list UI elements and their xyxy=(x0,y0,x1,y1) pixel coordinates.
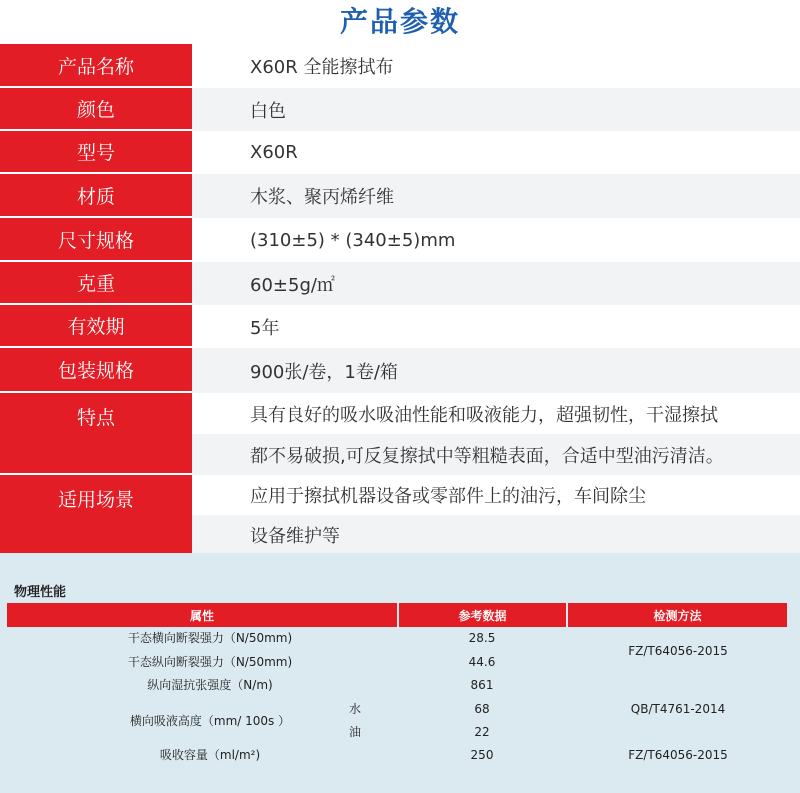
spec-value: 白色 xyxy=(192,88,800,131)
value-cell: 250 xyxy=(470,747,494,762)
spec-value-line: 应用于擦拭机器设备或零部件上的油污，车间除尘 xyxy=(192,475,800,515)
section-title: 物理性能 xyxy=(14,585,67,600)
spec-value: X60R 全能擦拭布 xyxy=(192,44,800,88)
spec-value-block xyxy=(192,393,800,475)
spec-row xyxy=(0,393,800,475)
header-property: 属性 xyxy=(7,603,397,627)
spec-label: 有效期 xyxy=(0,305,192,348)
value-cell: 44.6 xyxy=(468,654,496,669)
method-cell: FZ/T64056-2015 xyxy=(628,747,728,762)
spec-label: 特点 xyxy=(0,393,192,475)
spec-row xyxy=(0,44,800,88)
spec-value-block xyxy=(192,475,800,555)
spec-row xyxy=(0,262,800,305)
header-method: 检测方法 xyxy=(568,603,787,627)
physical-properties-section xyxy=(0,553,800,793)
spec-label: 材质 xyxy=(0,174,192,218)
property-cell: 纵向湿抗张强度（N/m) xyxy=(147,678,273,692)
spec-value: 5年 xyxy=(192,305,800,348)
value-cell: 22 xyxy=(474,724,490,739)
property-cell: 干态横向断裂强力（N/50mm) xyxy=(127,631,293,645)
spec-value: X60R xyxy=(192,131,800,174)
header-reference: 参考数据 xyxy=(399,603,566,627)
spec-row xyxy=(0,131,800,174)
title-bar xyxy=(0,0,800,44)
sub-cell: 油 xyxy=(348,725,361,739)
spec-label: 颜色 xyxy=(0,88,192,131)
spec-label: 适用场景 xyxy=(0,475,192,555)
spec-value-line: 设备维护等 xyxy=(192,515,800,555)
spec-row xyxy=(0,174,800,218)
spec-label: 产品名称 xyxy=(0,44,192,88)
spec-label: 克重 xyxy=(0,262,192,305)
spec-value: 木浆、聚丙烯纤维 xyxy=(192,174,800,218)
spec-label: 包装规格 xyxy=(0,348,192,393)
spec-value: (310±5) * (340±5)mm xyxy=(192,218,800,262)
spec-row xyxy=(0,348,800,393)
method-cell: FZ/T64056-2015 xyxy=(628,643,728,658)
spec-value: 60±5g/㎡ xyxy=(192,262,800,305)
spec-label: 尺寸规格 xyxy=(0,218,192,262)
property-cell: 干态纵向断裂强力（N/50mm) xyxy=(127,655,293,669)
value-cell: 68 xyxy=(474,701,490,716)
value-cell: 861 xyxy=(470,677,494,692)
spec-table xyxy=(0,44,800,555)
value-cell: 28.5 xyxy=(468,630,496,645)
spec-row xyxy=(0,305,800,348)
spec-row xyxy=(0,475,800,555)
property-cell: 吸收容量（ml/m²) xyxy=(159,748,261,762)
method-cell: QB/T4761-2014 xyxy=(630,701,726,716)
page-title: 产品参数 xyxy=(339,5,460,38)
spec-value-line: 都不易破损,可反复擦拭中等粗糙表面，合适中型油污清洁。 xyxy=(192,434,800,475)
spec-value-line: 具有良好的吸水吸油性能和吸液能力，超强韧性，干湿擦拭 xyxy=(192,393,800,434)
property-cell: 横向吸液高度（mm/ 100s ） xyxy=(129,714,291,728)
spec-value: 900张/卷，1卷/箱 xyxy=(192,348,800,393)
spec-label: 型号 xyxy=(0,131,192,174)
spec-row xyxy=(0,218,800,262)
spec-row xyxy=(0,88,800,131)
sub-cell: 水 xyxy=(348,702,361,716)
